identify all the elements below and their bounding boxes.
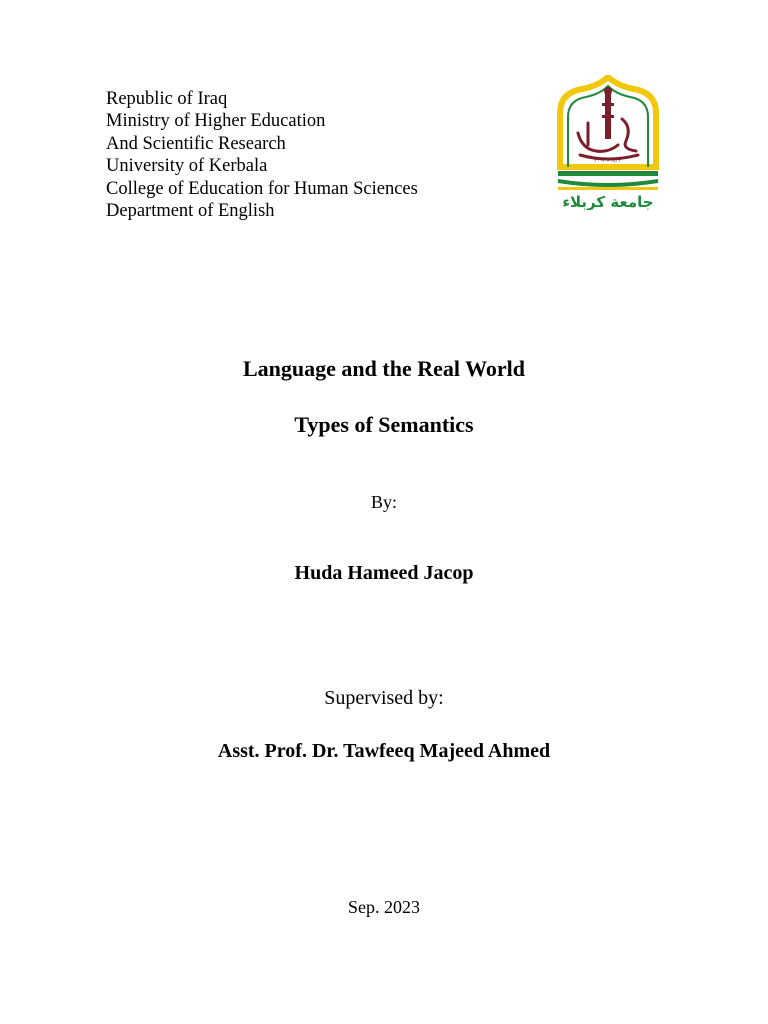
header-ministry-cont: And Scientific Research bbox=[106, 133, 286, 154]
logo-shrine bbox=[602, 87, 614, 139]
supervised-by-label: Supervised by: bbox=[324, 687, 444, 709]
header-country: Republic of Iraq bbox=[106, 89, 228, 109]
university-logo bbox=[552, 75, 664, 210]
header-college: College of Education for Human Sciences bbox=[106, 178, 418, 199]
document-subtitle: Types of Semantics bbox=[294, 412, 474, 437]
document-date: Sep. 2023 bbox=[348, 897, 420, 917]
by-label: By: bbox=[370, 492, 397, 512]
logo-arabic-name: جامعة كربلاء bbox=[562, 193, 654, 210]
document-title: Language and the Real World bbox=[243, 356, 525, 381]
logo-year-text: ١٤٢٣ - ٢٠٠٢ bbox=[594, 158, 622, 164]
header-ministry: Ministry of Higher Education bbox=[106, 111, 326, 132]
supervisor-name: Asst. Prof. Dr. Tawfeeq Majeed Ahmed bbox=[217, 740, 551, 762]
author-name: Huda Hameed Jacop bbox=[294, 562, 474, 584]
header-department: Department of English bbox=[106, 201, 275, 222]
header-university: University of Kerbala bbox=[106, 156, 268, 177]
institution-header bbox=[106, 88, 418, 222]
logo-base-bands bbox=[558, 171, 658, 190]
